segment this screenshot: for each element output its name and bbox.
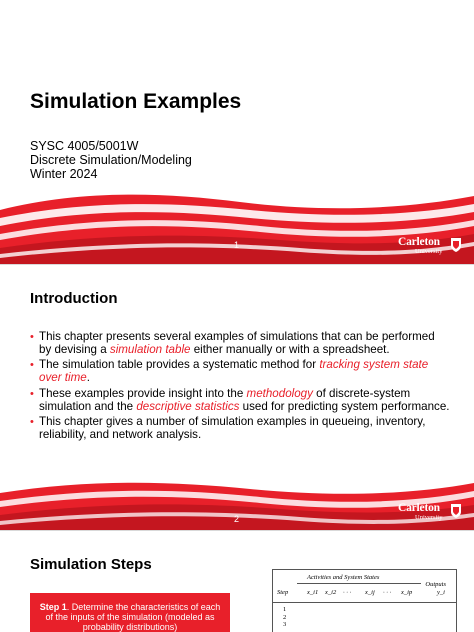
list-item: • This chapter gives a number of simulation examples in queueing, inventory, reliability, and network analysis. (30, 416, 450, 441)
slide-number: 2 (234, 514, 240, 524)
course-term: Winter 2024 (30, 167, 98, 181)
list-item: • This chapter presents several examples of simulations that can be performed by devising a simulation table either manually or with a spreadsheet. (30, 331, 450, 356)
list-item: • The simulation table provides a systematic method for tracking system state over time. (30, 359, 450, 384)
simulation-steps-slide (0, 531, 474, 632)
crest-icon (450, 237, 462, 253)
table-row: 3 (283, 621, 287, 628)
introduction-slide (0, 265, 474, 531)
slide-title: Simulation Examples (30, 90, 242, 113)
slide-title: Simulation Steps (30, 556, 152, 573)
table-outputs-label: Outputs (425, 581, 446, 588)
table-rows (283, 606, 286, 629)
course-code: SYSC 4005/5001W (30, 139, 139, 153)
table-caption: Activities and System States (307, 574, 380, 581)
table-row: 1 (283, 606, 287, 613)
carleton-logo: Carleton University (398, 236, 462, 258)
slide-number: 1 (234, 240, 240, 250)
title-slide (0, 0, 474, 265)
bullet-list (30, 331, 450, 445)
step-box: Step 1. Determine the characteristics of each of the inputs of the simulation (modeled as probability distributions) (30, 593, 230, 632)
course-subject: Discrete Simulation/Modeling (30, 153, 192, 167)
table-header-row: Step x_i1 x_i2 · · · x_ij · · · x_ip y_i (277, 589, 445, 596)
crest-icon (450, 503, 462, 519)
table-row: 2 (283, 613, 287, 621)
slide-title: Introduction (30, 290, 118, 307)
list-item: • These examples provide insight into the methodology of discrete-system simulation and the descriptive statistics used for predicting system performance. (30, 388, 450, 413)
carleton-logo: Carleton University (398, 502, 462, 524)
simulation-table-figure (272, 569, 457, 632)
